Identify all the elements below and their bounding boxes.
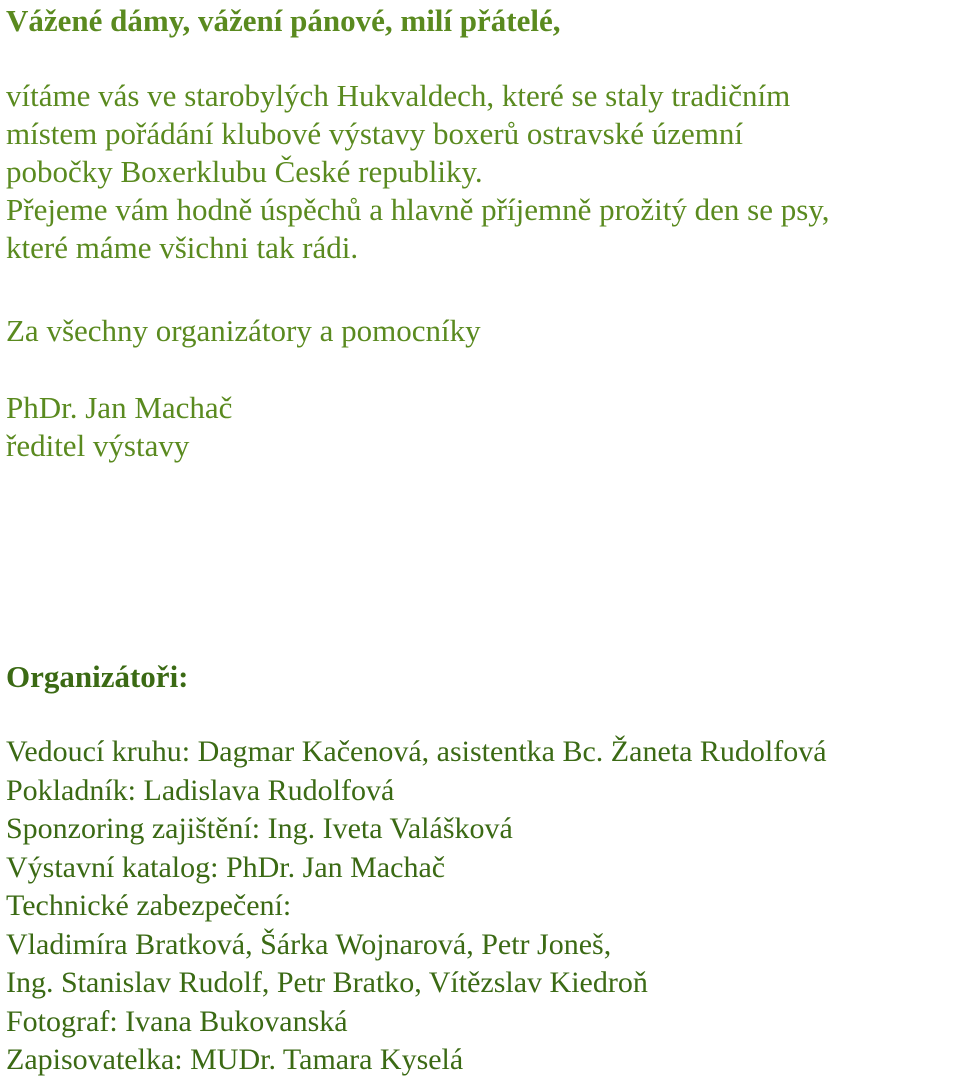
signature-role: ředitel výstavy [6,428,190,463]
organizer-line: Výstavní katalog: PhDr. Jan Machač [6,850,446,884]
welcome-line: Přejeme vám hodně úspěchů a hlavně příjemně prožitý den se psy, [6,192,830,227]
greeting-line: Vážené dámy, vážení pánové, milí přátelé, [6,3,561,38]
welcome-line: místem pořádání klubové výstavy boxerů ostravské územní [6,116,743,151]
welcome-line: vítáme vás ve starobylých Hukvaldech, které se staly tradičním [6,78,791,113]
signature-block [6,389,232,465]
greeting-section [6,2,561,40]
organizer-line: Pokladník: Ladislava Rudolfová [6,773,395,807]
organizer-line: Fotograf: Ivana Bukovanská [6,1004,348,1038]
organizers-heading: Organizátoři: [6,659,189,694]
organizer-line: Vedoucí kruhu: Dagmar Kačenová, asistentka Bc. Žaneta Rudolfová [6,735,827,768]
organizers-list [6,733,827,1080]
welcome-line: které máme všichni tak rádi. [6,230,359,265]
organizer-line: Zapisovatelka: MUDr. Tamara Kyselá [6,1043,464,1076]
organizer-line: Technické zabezpečení: [6,889,292,922]
signoff-line: Za všechny organizátory a pomocníky [6,313,481,348]
signature-name: PhDr. Jan Machač [6,390,233,425]
welcome-line: pobočky Boxerklubu České republiky. [6,154,483,189]
organizer-line: Ing. Stanislav Rudolf, Petr Bratko, Vítězslav Kiedroň [6,966,648,999]
signoff-section [6,312,481,350]
organizer-line: Vladimíra Bratková, Šárka Wojnarová, Petr Joneš, [6,927,612,961]
organizers-heading-section [6,658,189,696]
organizer-line: Sponzoring zajištění: Ing. Iveta Valášková [6,812,513,845]
welcome-paragraph [6,77,830,267]
